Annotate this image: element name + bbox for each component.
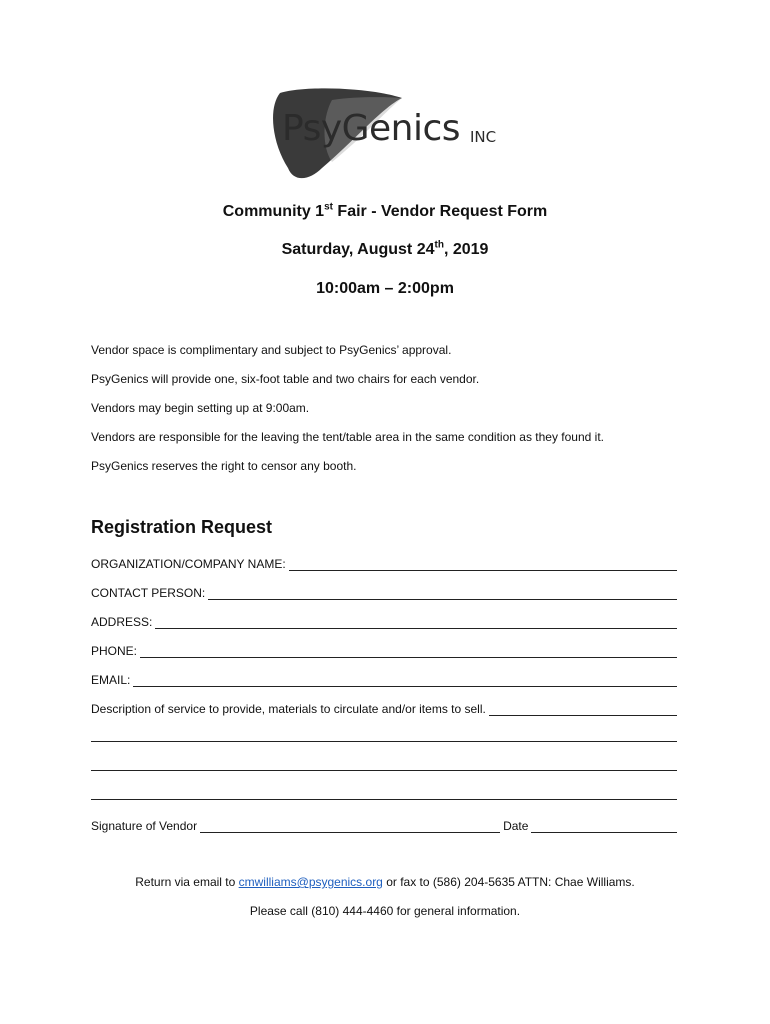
form-title: Community 1st Fair - Vendor Request Form bbox=[222, 201, 548, 220]
term-line: Vendors may begin setting up at 9:00am. bbox=[91, 401, 310, 415]
organization-input-line[interactable] bbox=[289, 558, 677, 571]
address-label: ADDRESS: bbox=[91, 615, 153, 629]
phone-label: PHONE: bbox=[91, 644, 138, 658]
description-field[interactable] bbox=[91, 700, 677, 716]
contact-phone-info: Please call (810) 444-4460 for general information. bbox=[249, 904, 521, 918]
organization-field[interactable] bbox=[91, 555, 677, 571]
term-line: Vendors are responsible for the leaving the tent/table area in the same condition as they found it. bbox=[91, 430, 604, 444]
address-field[interactable] bbox=[91, 613, 677, 629]
logo-inc: INC bbox=[470, 128, 497, 146]
description-label: Description of service to provide, materials to circulate and/or items to sell. bbox=[91, 702, 486, 716]
contact-person-input-line[interactable] bbox=[208, 587, 677, 600]
email-field[interactable] bbox=[91, 671, 677, 687]
phone-field[interactable] bbox=[91, 642, 677, 658]
description-blank-line[interactable] bbox=[91, 799, 677, 800]
description-blank-line[interactable] bbox=[91, 770, 677, 771]
signature-field[interactable] bbox=[91, 817, 677, 833]
psygenics-logo bbox=[262, 88, 512, 188]
term-line: PsyGenics will provide one, six-foot table and two chairs for each vendor. bbox=[91, 372, 480, 386]
return-instructions: Return via email to cmwilliams@psygenics.org or fax to (586) 204-5635 ATTN: Chae Williams. bbox=[135, 875, 635, 889]
email-label: EMAIL: bbox=[91, 673, 131, 687]
signature-label: Signature of Vendor bbox=[91, 819, 198, 833]
email-input-line[interactable] bbox=[133, 674, 677, 687]
date-input-line[interactable] bbox=[531, 820, 677, 833]
term-line: Vendor space is complimentary and subject to PsyGenics’ approval. bbox=[91, 343, 452, 357]
registration-heading: Registration Request bbox=[91, 517, 273, 537]
date-label: Date bbox=[503, 819, 529, 833]
address-input-line[interactable] bbox=[155, 616, 677, 629]
contact-person-field[interactable] bbox=[91, 584, 677, 600]
organization-label: ORGANIZATION/COMPANY NAME: bbox=[91, 557, 286, 571]
description-input-line[interactable] bbox=[489, 703, 677, 716]
signature-input-line[interactable] bbox=[200, 820, 500, 833]
term-line: PsyGenics reserves the right to censor any booth. bbox=[91, 459, 357, 473]
description-blank-line[interactable] bbox=[91, 741, 677, 742]
event-date: Saturday, August 24th, 2019 bbox=[281, 239, 489, 258]
phone-input-line[interactable] bbox=[140, 645, 677, 658]
logo-wordmark: PsyGenics bbox=[282, 108, 461, 149]
event-time: 10:00am – 2:00pm bbox=[316, 280, 454, 297]
contact-person-label: CONTACT PERSON: bbox=[91, 586, 206, 600]
email-link[interactable]: cmwilliams@psygenics.org bbox=[238, 875, 383, 889]
